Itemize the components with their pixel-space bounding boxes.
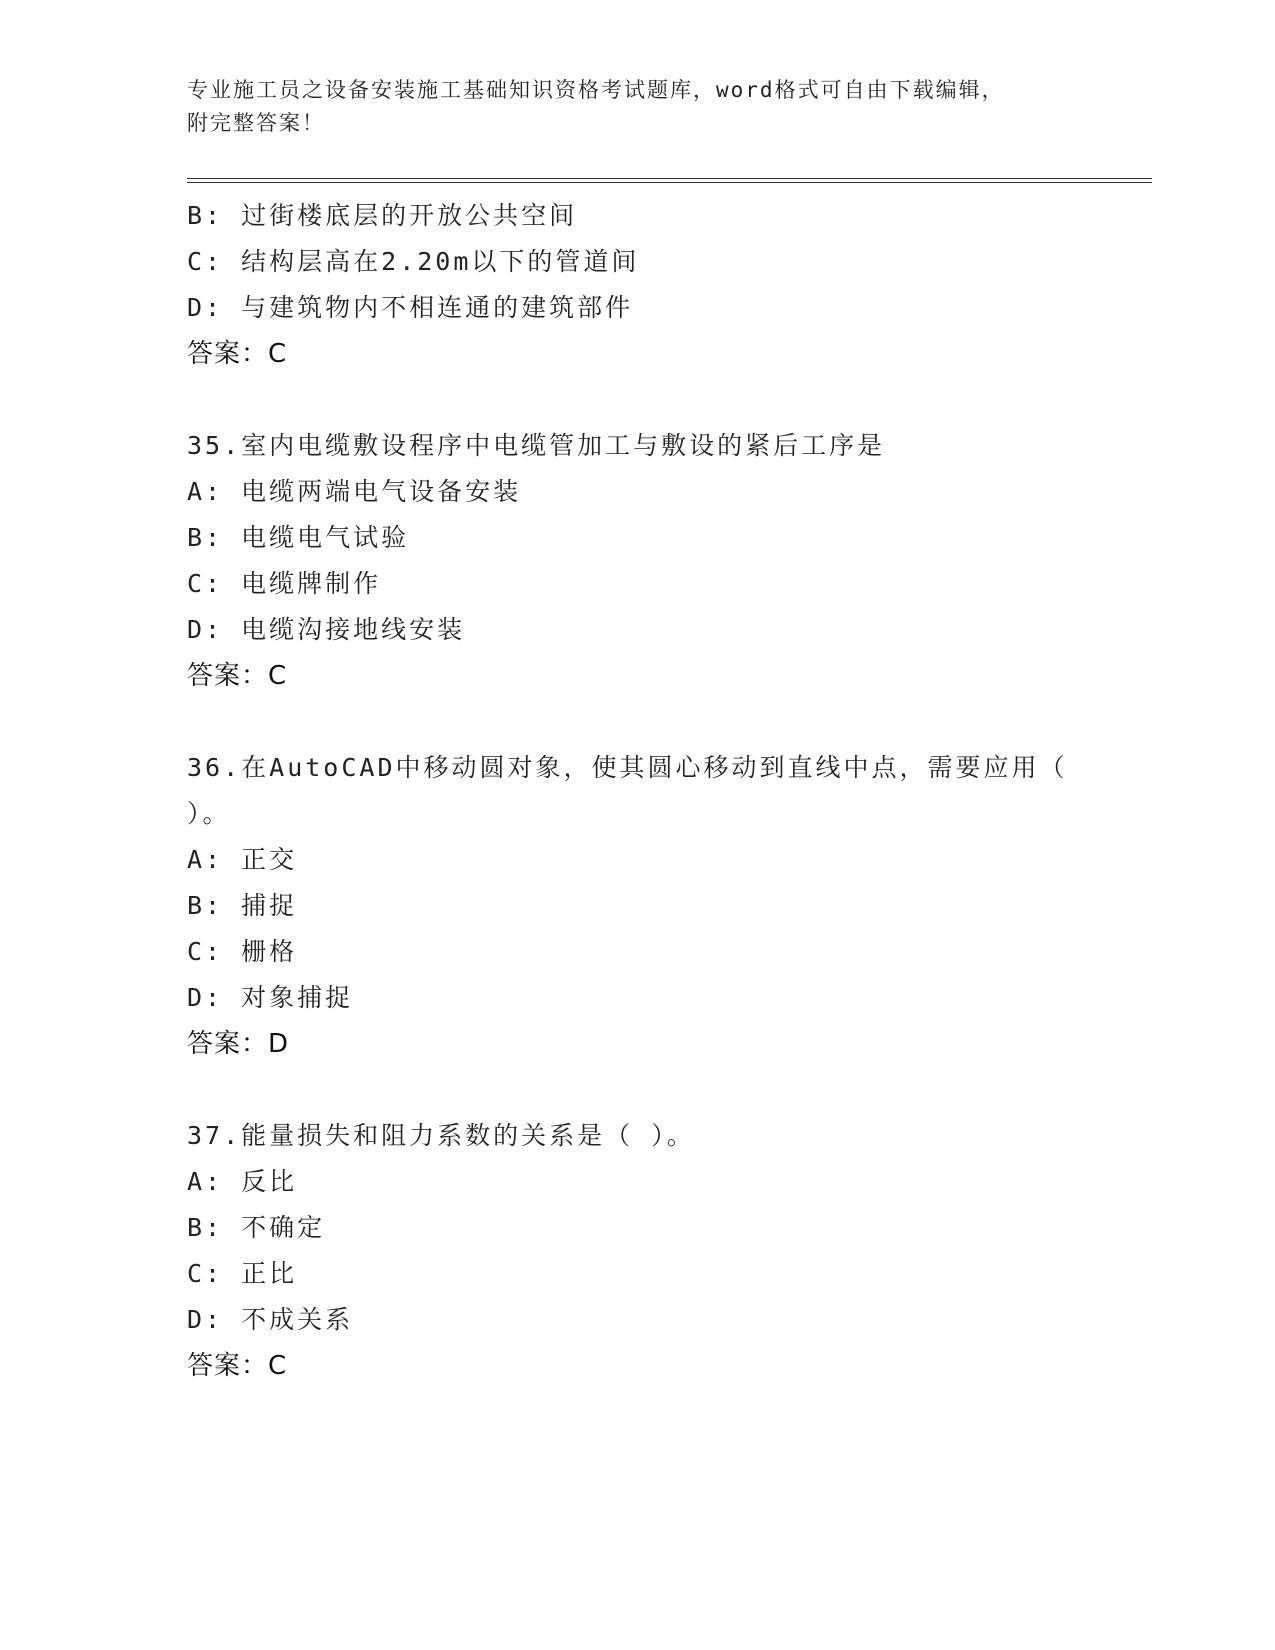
option-d: D: 不成关系 [187, 1305, 354, 1334]
option-a: A: 正交 [187, 845, 298, 874]
option-d: D: 与建筑物内不相连通的建筑部件 [187, 293, 634, 322]
option-a: A: 反比 [187, 1167, 298, 1196]
question-stem-line-1: 36.在AutoCAD中移动圆对象，使其圆心移动到直线中点，需要应用（ [187, 753, 1068, 782]
question-34-continued [187, 193, 1087, 377]
option-a: A: 电缆两端电气设备安装 [187, 477, 522, 506]
spacer [187, 1067, 1087, 1113]
document-header [187, 74, 1087, 140]
question-stem: 37.能量损失和阻力系数的关系是（ ）。 [187, 1121, 695, 1150]
option-b: B: 不确定 [187, 1213, 326, 1242]
question-stem-line-2: ）。 [187, 799, 231, 828]
answer: 答案：D [187, 1029, 290, 1059]
header-divider [187, 178, 1152, 183]
question-stem: 35.室内电缆敷设程序中电缆管加工与敷设的紧后工序是 [187, 431, 886, 460]
answer: 答案：C [187, 661, 288, 691]
answer: 答案：C [187, 1351, 288, 1381]
spacer [187, 377, 1087, 423]
option-c: C: 正比 [187, 1259, 298, 1288]
question-37 [187, 1113, 1087, 1389]
option-c: C: 电缆牌制作 [187, 569, 382, 598]
question-list [187, 193, 1087, 1389]
header-line-1: 专业施工员之设备安装施工基础知识资格考试题库，word格式可自由下载编辑， [187, 78, 1005, 102]
option-b: B: 电缆电气试验 [187, 523, 410, 552]
header-line-2: 附完整答案！ [187, 111, 325, 135]
option-b: B: 捕捉 [187, 891, 298, 920]
spacer [187, 699, 1087, 745]
answer: 答案：C [187, 339, 288, 369]
option-c: C: 结构层高在2.20m以下的管道间 [187, 247, 640, 276]
option-b: B: 过街楼底层的开放公共空间 [187, 201, 578, 230]
question-35 [187, 423, 1087, 699]
option-d: D: 对象捕捉 [187, 983, 354, 1012]
option-d: D: 电缆沟接地线安装 [187, 615, 466, 644]
question-36 [187, 745, 1087, 1067]
option-c: C: 栅格 [187, 937, 298, 966]
